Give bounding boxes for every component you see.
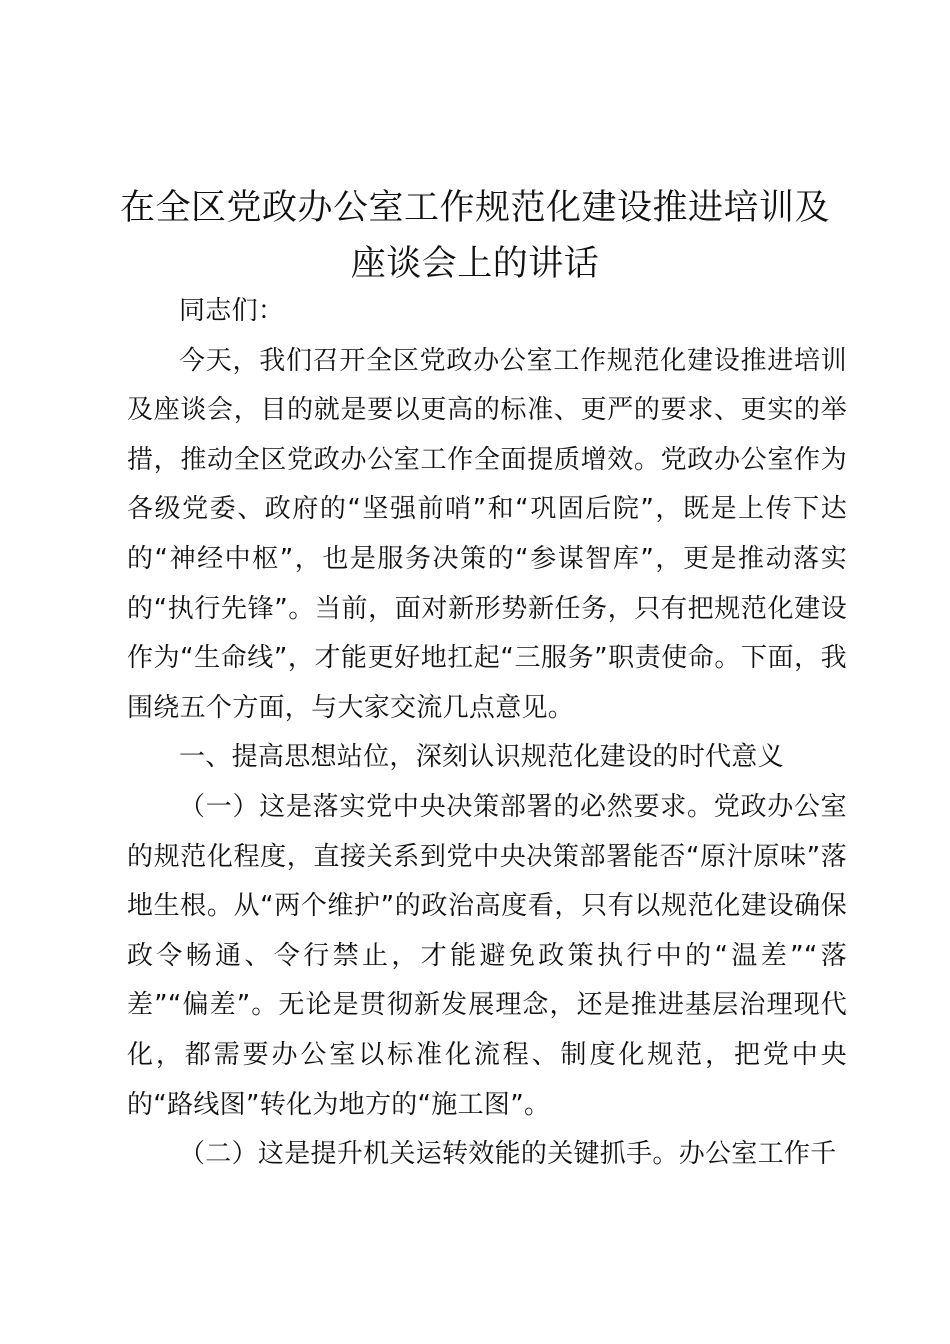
intro-paragraph: 今天，我们召开全区党政办公室工作规范化建设推进培训及座谈会，目的就是要以更高的标准、更严的要求、更实的举措，推动全区党政办公室工作全面提质增效。党政办公室作为各级党委、政府的“坚强前哨”和“巩固后院”，既是上传下达的“神经中枢”，也是服务决策的“参谋智库”，更是推动落实的“执行先锋”。当前，面对新形势新任务，只有把规范化建设作为“生命线”，才能更好地扛起“三服务”职责使命。下面，我围绕五个方面，与大家交流几点意见。 [127,345,847,723]
document-title [118,180,832,292]
document-body [127,287,847,1180]
section-1-paragraph-2: （二）这是提升机关运转效能的关键抓手。办公室工作千 [179,1139,837,1170]
salutation: 同志们： [179,296,285,326]
title-line-2: 座谈会上的讲话 [350,244,600,284]
title-line-1: 在全区党政办公室工作规范化建设推进培训及 [119,188,830,228]
section-1-paragraph-1: （一）这是落实党中央决策部署的必然要求。党政办公室的规范化程度，直接关系到党中央决策部署能否“原汁原味”落地生根。从“两个维护”的政治高度看，只有以规范化建设确保政令畅通、令行禁止，才能避免政策执行中的“温差”“落差”“偏差”。无论是贯彻新发展理念，还是推进基层治理现代化，都需要办公室以标准化流程、制度化规范，把党中央的“路线图”转化为地方的“施工图”。 [127,791,847,1120]
section-heading-1: 一、提高思想站位，深刻认识规范化建设的时代意义 [179,742,784,773]
